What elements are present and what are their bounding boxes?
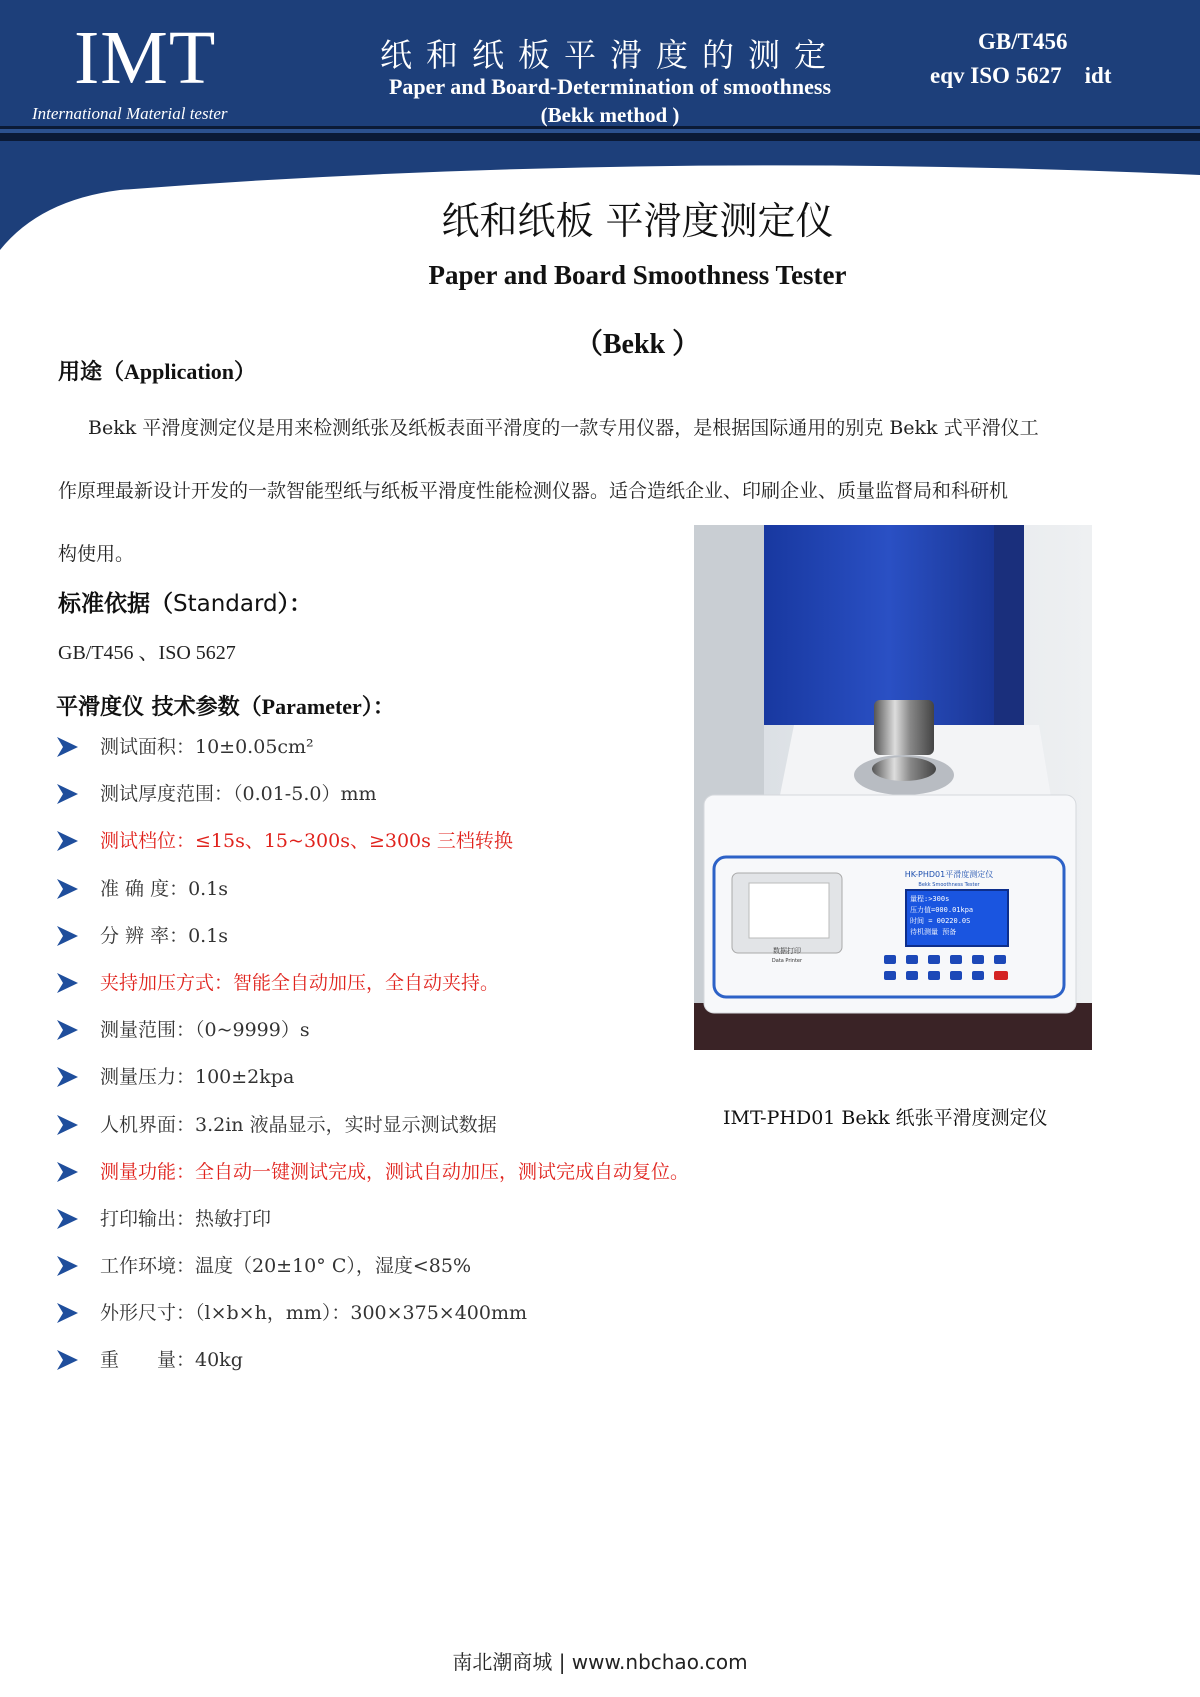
- imt-logo: IMT: [74, 16, 217, 100]
- panel-sub-label: Bekk Smoothness Tester: [918, 882, 980, 888]
- parameter-text: 夹持加压方式：智能全自动加压，全自动夹持。: [100, 971, 500, 994]
- list-item: [54, 1249, 689, 1296]
- list-item: [54, 1343, 689, 1390]
- parameter-heading: 平滑度仪 技术参数（Parameter）：: [56, 694, 395, 720]
- standard-value: GB/T456 、ISO 5627: [58, 642, 236, 664]
- panel-model-label: HK-PHD01平滑度测定仪: [904, 870, 994, 879]
- list-item: [54, 1108, 689, 1155]
- arrow-bullet-icon: [54, 877, 80, 901]
- header-title-cn: 纸和纸板平滑度的测定: [379, 36, 840, 74]
- standard-heading: 标准依据（Standard）：: [58, 591, 313, 617]
- application-text-line3: 构使用。: [58, 543, 135, 565]
- arrow-bullet-icon: [54, 829, 80, 853]
- parameter-text: 工作环境：温度（20±10° C），湿度<85%: [100, 1255, 472, 1278]
- arrow-bullet-icon: [54, 971, 80, 995]
- screen-line-3: 时间 = 00220.0S: [910, 917, 971, 925]
- logo-subtitle: International Material tester: [32, 104, 228, 123]
- parameter-list: [54, 730, 689, 1391]
- arrow-bullet-icon: [54, 782, 80, 806]
- parameter-text: 测试档位：≤15s、15~300s、≥300s 三档转换: [100, 830, 513, 853]
- list-item: [54, 1155, 689, 1202]
- stop-key: [994, 971, 1008, 980]
- arrow-bullet-icon: [54, 1254, 80, 1278]
- list-item: [54, 966, 689, 1013]
- list-item: [54, 1013, 689, 1060]
- parameter-text: 外形尺寸：（l×b×h，mm）：300×375×400mm: [100, 1302, 528, 1325]
- arrow-bullet-icon: [54, 1018, 80, 1042]
- parameter-text: 重 量：40kg: [100, 1349, 243, 1372]
- printer-label: 数据打印: [773, 947, 801, 955]
- list-item: [54, 919, 689, 966]
- parameter-text: 人机界面：3.2in 液晶显示，实时显示测试数据: [100, 1113, 497, 1136]
- header-title-en: Paper and Board-Determination of smoothness: [388, 74, 832, 99]
- arrow-bullet-icon: [54, 1065, 80, 1089]
- application-heading: 用途（Application）: [58, 359, 257, 385]
- header-method: (Bekk method ): [540, 103, 680, 127]
- parameter-text: 测量压力：100±2kpa: [100, 1066, 295, 1089]
- arrow-bullet-icon: [54, 735, 80, 759]
- list-item: [54, 777, 689, 824]
- arrow-bullet-icon: [54, 1207, 80, 1231]
- header-standard-gb: GB/T456: [978, 29, 1068, 54]
- parameter-text: 测试厚度范围：（0.01-5.0）mm: [100, 783, 377, 806]
- arrow-bullet-icon: [54, 1301, 80, 1325]
- parameter-text: 测量范围：（0~9999）s: [100, 1019, 310, 1042]
- arrow-bullet-icon: [54, 1348, 80, 1372]
- list-item: [54, 730, 689, 777]
- footer-watermark: 南北潮商城 | www.nbchao.com: [452, 1650, 748, 1674]
- application-text-line2: 作原理最新设计开发的一款智能型纸与纸板平滑度性能检测仪器。适合造纸企业、印刷企业、质量监督局和科研机: [58, 480, 1009, 502]
- product-title-cn: 纸和纸板 平滑度测定仪: [441, 199, 834, 243]
- header-standard-iso: eqv ISO 5627 idt: [930, 63, 1112, 88]
- parameter-text: 分 辨 率：0.1s: [100, 924, 229, 947]
- list-item: [54, 1296, 689, 1343]
- arrow-bullet-icon: [54, 1113, 80, 1137]
- photo-caption: IMT-PHD01 Bekk 纸张平滑度测定仪: [723, 1107, 1048, 1129]
- parameter-text: 准 确 度：0.1s: [100, 877, 229, 900]
- printer-label-en: Data Printer: [771, 958, 803, 964]
- screen-line-2: 压力值=000.01kpa: [910, 906, 974, 914]
- parameter-text: 测试面积：10±0.05cm²: [100, 736, 314, 758]
- list-item: [54, 872, 689, 919]
- arrow-bullet-icon: [54, 924, 80, 948]
- product-title-en: Paper and Board Smoothness Tester: [428, 260, 847, 290]
- screen-line-1: 量程:>300s: [910, 895, 950, 903]
- product-photo: [694, 525, 1092, 1050]
- application-text-line1: Bekk 平滑度测定仪是用来检测纸张及纸板表面平滑度的一款专用仪器，是根据国际通用的别克 Bekk 式平滑仪工: [88, 417, 1039, 439]
- list-item: [54, 824, 689, 871]
- screen-line-4: 待机测量 预备: [910, 928, 957, 936]
- parameter-text: 打印输出：热敏打印: [100, 1207, 272, 1230]
- list-item: [54, 1060, 689, 1107]
- arrow-bullet-icon: [54, 1160, 80, 1184]
- parameter-text: 测量功能：全自动一键测试完成，测试自动加压，测试完成自动复位。: [100, 1160, 690, 1183]
- list-item: [54, 1202, 689, 1249]
- product-method: （Bekk ）: [574, 329, 701, 360]
